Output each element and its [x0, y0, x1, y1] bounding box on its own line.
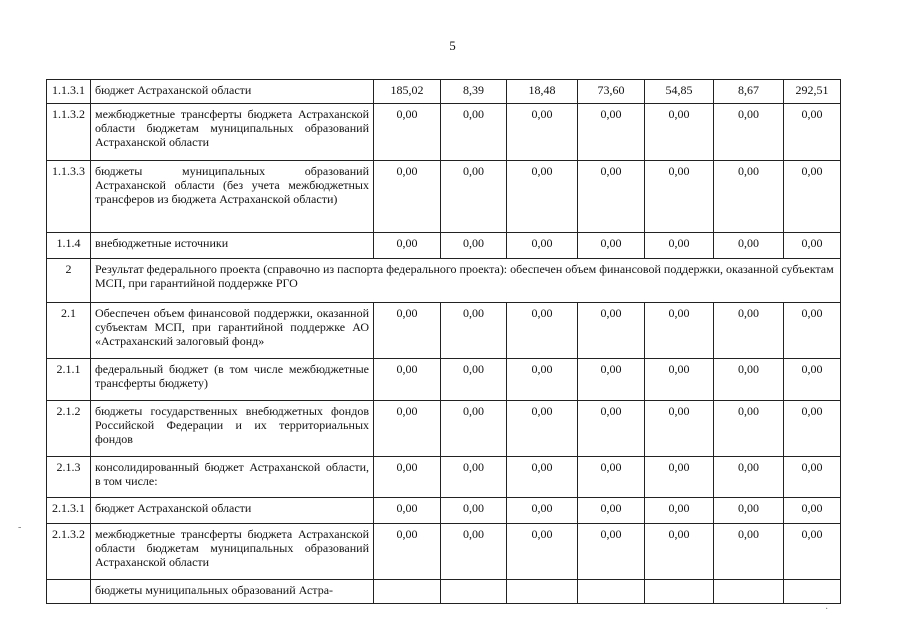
row-name: внебюджетные источники: [91, 233, 374, 259]
table-row: [47, 401, 841, 457]
value-cell: 18,48: [507, 80, 578, 104]
row-code: 1.1.3.2: [47, 104, 91, 161]
value-cell: 0,00: [714, 401, 784, 457]
value-cell: 0,00: [578, 401, 645, 457]
section-heading: Результат федерального проекта (справочно из паспорта федерального проекта): обеспечен объем финансовой поддержки, оказанной субъектам МСП, при гарантийной поддержке РГО: [91, 259, 841, 303]
table-row: [47, 498, 841, 524]
value-cell: 0,00: [714, 498, 784, 524]
value-cell: 0,00: [507, 233, 578, 259]
table-row: [47, 161, 841, 233]
value-cell: 0,00: [784, 104, 841, 161]
value-cell: 0,00: [441, 161, 507, 233]
value-cell: 0,00: [714, 359, 784, 401]
value-cell: 0,00: [784, 303, 841, 359]
value-cell: 8,67: [714, 80, 784, 104]
row-name: федеральный бюджет (в том числе межбюджетные трансферты бюджету): [91, 359, 374, 401]
value-cell: 0,00: [578, 161, 645, 233]
table-row: [47, 233, 841, 259]
value-cell: 0,00: [374, 161, 441, 233]
table-row: [47, 80, 841, 104]
value-cell: 292,51: [784, 80, 841, 104]
page-number: 5: [449, 38, 456, 53]
value-cell: 0,00: [784, 161, 841, 233]
value-cell: 0,00: [507, 359, 578, 401]
value-cell: 0,00: [374, 104, 441, 161]
value-cell: 0,00: [441, 104, 507, 161]
value-cell: 0,00: [507, 161, 578, 233]
scan-mark: -: [18, 522, 22, 533]
value-cell: 0,00: [374, 233, 441, 259]
row-code: 2.1: [47, 303, 91, 359]
value-cell: 0,00: [578, 104, 645, 161]
value-cell: 54,85: [645, 80, 714, 104]
value-cell: 0,00: [578, 233, 645, 259]
value-cell: 0,00: [645, 498, 714, 524]
row-code: [47, 580, 91, 604]
row-code: 2.1.3.2: [47, 524, 91, 580]
value-cell: [374, 580, 441, 604]
value-cell: 8,39: [441, 80, 507, 104]
value-cell: 0,00: [507, 303, 578, 359]
value-cell: 0,00: [784, 498, 841, 524]
value-cell: [507, 580, 578, 604]
row-name: бюджеты муниципальных образований Астра-: [91, 580, 374, 604]
row-name: консолидированный бюджет Астраханской области, в том числе:: [91, 457, 374, 498]
value-cell: 0,00: [714, 303, 784, 359]
value-cell: 0,00: [374, 524, 441, 580]
value-cell: 0,00: [784, 359, 841, 401]
value-cell: 0,00: [374, 498, 441, 524]
value-cell: 0,00: [645, 457, 714, 498]
financing-table: [46, 79, 841, 604]
value-cell: 0,00: [714, 233, 784, 259]
value-cell: 0,00: [714, 457, 784, 498]
row-name: бюджеты муниципальных образований Астраханской области (без учета межбюджетных трансферов из бюджета Астраханской области): [91, 161, 374, 233]
value-cell: 0,00: [784, 457, 841, 498]
value-cell: 0,00: [441, 303, 507, 359]
value-cell: 0,00: [645, 104, 714, 161]
row-name: бюджеты государственных внебюджетных фондов Российской Федерации и их территориальных фондов: [91, 401, 374, 457]
row-code: 1.1.4: [47, 233, 91, 259]
value-cell: 0,00: [578, 303, 645, 359]
value-cell: 0,00: [441, 457, 507, 498]
row-name: межбюджетные трансферты бюджета Астраханской области бюджетам муниципальных образований Астраханской области: [91, 104, 374, 161]
value-cell: 0,00: [714, 161, 784, 233]
value-cell: 0,00: [441, 524, 507, 580]
value-cell: [784, 580, 841, 604]
value-cell: 0,00: [441, 359, 507, 401]
value-cell: 0,00: [714, 104, 784, 161]
table-row: [47, 359, 841, 401]
value-cell: 185,02: [374, 80, 441, 104]
value-cell: 0,00: [645, 233, 714, 259]
row-code: 2: [47, 259, 91, 303]
value-cell: 0,00: [441, 498, 507, 524]
value-cell: 0,00: [507, 104, 578, 161]
row-name: бюджет Астраханской области: [91, 498, 374, 524]
value-cell: 0,00: [441, 401, 507, 457]
value-cell: 0,00: [507, 457, 578, 498]
table-row: [47, 104, 841, 161]
value-cell: 0,00: [578, 524, 645, 580]
row-code: 2.1.3: [47, 457, 91, 498]
row-code: 2.1.1: [47, 359, 91, 401]
value-cell: 0,00: [645, 401, 714, 457]
value-cell: 0,00: [714, 524, 784, 580]
value-cell: [714, 580, 784, 604]
value-cell: 0,00: [374, 359, 441, 401]
value-cell: 0,00: [645, 524, 714, 580]
table-row: [47, 457, 841, 498]
value-cell: [578, 580, 645, 604]
row-name: межбюджетные трансферты бюджета Астраханской области бюджетам муниципальных образований Астраханской области: [91, 524, 374, 580]
value-cell: [441, 580, 507, 604]
value-cell: 0,00: [578, 498, 645, 524]
table-row: [47, 580, 841, 604]
value-cell: 0,00: [507, 524, 578, 580]
value-cell: 0,00: [645, 303, 714, 359]
value-cell: 73,60: [578, 80, 645, 104]
row-name: бюджет Астраханской области: [91, 80, 374, 104]
value-cell: 0,00: [784, 233, 841, 259]
value-cell: 0,00: [645, 161, 714, 233]
value-cell: 0,00: [784, 524, 841, 580]
row-code: 1.1.3.3: [47, 161, 91, 233]
table-row: [47, 259, 841, 303]
value-cell: 0,00: [784, 401, 841, 457]
row-code: 2.1.3.1: [47, 498, 91, 524]
value-cell: [645, 580, 714, 604]
value-cell: 0,00: [374, 457, 441, 498]
value-cell: 0,00: [374, 303, 441, 359]
value-cell: 0,00: [507, 498, 578, 524]
value-cell: 0,00: [578, 359, 645, 401]
table-row: [47, 303, 841, 359]
scan-mark: ·: [825, 604, 829, 615]
row-code: 1.1.3.1: [47, 80, 91, 104]
value-cell: 0,00: [645, 359, 714, 401]
row-name: Обеспечен объем финансовой поддержки, оказанной субъектам МСП, при гарантийной поддержке АО «Астраханский залоговый фонд»: [91, 303, 374, 359]
value-cell: 0,00: [578, 457, 645, 498]
table-row: [47, 524, 841, 580]
value-cell: 0,00: [507, 401, 578, 457]
row-code: 2.1.2: [47, 401, 91, 457]
value-cell: 0,00: [441, 233, 507, 259]
value-cell: 0,00: [374, 401, 441, 457]
